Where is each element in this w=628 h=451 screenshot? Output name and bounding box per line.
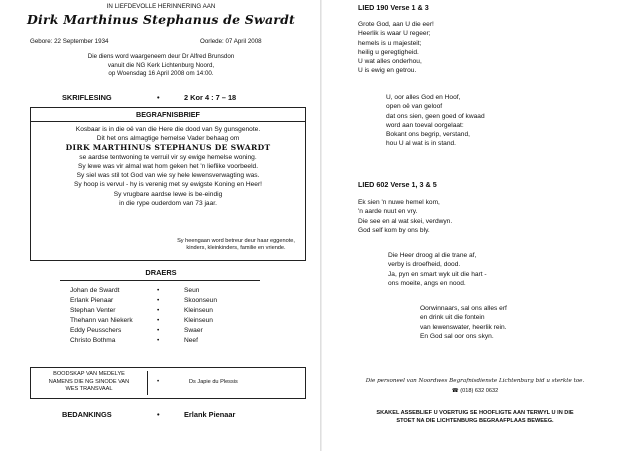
hymn-line: van lewenswater, heerlik rein. — [420, 323, 507, 331]
funeral-letter-body — [31, 125, 305, 208]
pallbearer-relation: Neef — [184, 337, 198, 344]
died-label: Oorlede: — [200, 38, 224, 45]
scripture-bullet: • — [157, 93, 160, 102]
procession-notice — [352, 410, 598, 425]
hymn-line: God self kom by ons bly. — [358, 226, 430, 234]
pallbearer-relation: Skoonseun — [184, 297, 217, 304]
service-line: vanuit die NG Kerk Lichtenburg Noord, — [107, 61, 215, 69]
died-info — [200, 38, 262, 45]
pallbearer-name: Erlank Pienaar — [70, 297, 114, 304]
notice-line: STOET NA DIE LICHTENBURG BEGRAAFPLAAS BEWEEG. — [396, 417, 554, 424]
letter-line: Sy siel was stil tot God van wie sy hele lewensverwagting was. — [76, 172, 260, 180]
pallbearer-bullet: • — [157, 327, 160, 334]
pallbearer-name: Christo Bothma — [70, 337, 116, 344]
pallbearer-name: Johan de Swardt — [70, 287, 120, 294]
pallbearer-relation: Kleinseun — [184, 307, 213, 314]
letter-line: Kosbaar is in die oë van die Here die dood van Sy gunsgenote. — [75, 126, 261, 133]
hymn-line: open oë van geloof — [386, 103, 443, 111]
pallbearer-bullet: • — [157, 297, 160, 304]
pallbearer-row — [0, 287, 322, 296]
pallbearer-row — [0, 307, 322, 316]
hymn2-verse3 — [420, 304, 507, 341]
hymn-line: Die see en al wat skei, verdwyn. — [358, 217, 453, 225]
thanks-speaker: Erlank Pienaar — [184, 410, 236, 419]
service-info — [0, 53, 322, 79]
hymn-line: Die Heer droog al die trane af, — [388, 252, 477, 259]
pallbearer-row — [0, 337, 322, 346]
pallbearer-row — [0, 317, 322, 326]
pallbearers-list — [0, 287, 322, 357]
sympathy-bullet: • — [157, 378, 160, 385]
hymn-line: 'n aarde nuut en vry. — [358, 208, 418, 216]
hymn2-verse1 — [358, 198, 452, 235]
letter-line: Sy lewe was vir almal wat hom geken het 'n lieflike voorbeeld. — [77, 163, 259, 171]
notice-line: SKAKEL ASSEBLIEF U VOERTUIG SE HOOFLIGTE AAN TERWYL U IN DIE — [376, 410, 574, 416]
pallbearer-bullet: • — [157, 337, 160, 344]
hymn-line: Ja, pyn en smart wyk uit die hart - — [388, 270, 487, 278]
pallbearer-name: Eddy Peusschers — [70, 327, 122, 334]
pallbearer-relation: Swaer — [184, 327, 203, 334]
sympathy-line: BOODSKAP VAN MEDELYE — [53, 371, 125, 377]
pallbearer-relation: Seun — [184, 287, 200, 294]
letter-line: Sy hoop is vervul - hy is verenig met sy ewigste Koning en Heer! — [73, 181, 262, 189]
sympathy-box — [30, 367, 306, 399]
letter-line: in die rype ouderdom van 73 jaar. — [119, 199, 217, 207]
pallbearers-divider — [60, 280, 260, 281]
pallbearer-relation: Kleinseun — [184, 317, 213, 324]
hymn-line: hemels is u majesteit; — [358, 39, 422, 47]
hymn2-verse2 — [388, 251, 487, 288]
pallbearer-name: Thehann van Niekerk — [70, 317, 133, 324]
hymn1-verse1 — [358, 20, 434, 76]
hymn-line: En God sal oor ons skyn. — [420, 332, 494, 340]
born-label: Gebore: — [30, 38, 53, 45]
scripture-reference: 2 Kor 4 : 7 – 18 — [184, 93, 237, 102]
undertaker-phone: ☎ (018) 632 0632 — [451, 388, 499, 394]
letter-line: Sy vrugbare aardse lewe is be-eindig — [113, 190, 223, 198]
hymn1-title: LIED 190 Verse 1 & 3 — [358, 3, 429, 12]
sympathy-speaker: Ds Japie du Plessis — [189, 379, 238, 385]
hymn-line: U is ewig en getrou. — [358, 67, 417, 75]
hymn-line: U wat alles onderhou, — [358, 58, 422, 66]
hymn1-verse2 — [386, 93, 485, 149]
hymn2-title: LIED 602 Verse 1, 3 & 5 — [358, 180, 437, 189]
pallbearer-row — [0, 297, 322, 306]
mourners-line: Sy heengaan word betreur deur haar eggenote, — [177, 238, 295, 244]
hymn-line: heilig u geregtigheid. — [358, 48, 419, 56]
sympathy-line: NAMENS DIE NG SINODE VAN — [48, 378, 130, 385]
hymn-line: verby is droefheid, dood. — [388, 261, 461, 269]
thanks-bullet: • — [157, 410, 160, 419]
hymn-line: word aan toeval oorgelaat: — [386, 121, 464, 129]
in-memory-heading: IN LIEFDEVOLLE HERINNERING AAN — [106, 3, 216, 10]
hymn-line: en drink uit die fontein — [420, 314, 485, 322]
funeral-letter-box — [30, 107, 306, 261]
right-page — [322, 0, 628, 451]
funeral-letter-title: BEGRAFNISBRIEF — [31, 108, 305, 122]
died-date: 07 April 2008 — [225, 38, 262, 45]
letter-deceased-name: DIRK MARTHINUS STEPHANUS DE SWARDT — [65, 143, 271, 153]
pallbearer-bullet: • — [157, 287, 160, 294]
service-line: Die diens word waargeneem deur Dr Alfred Brunsdon — [87, 53, 235, 60]
undertaker-note: Die personeel van Noordwes Begrafnisdienste Lichtenburg bid u sterkte toe. — [365, 378, 585, 384]
letter-line: Dit het ons almagtige hemelse Vader behaag om — [96, 135, 240, 143]
hymn-line: dat ons sien, geen goed of kwaad — [386, 112, 485, 120]
hymn-line: ons moeite, angs en nood. — [388, 279, 466, 287]
sympathy-line: WES TRANSVAAL — [65, 386, 113, 393]
thanks-label: BEDANKINGS — [62, 410, 112, 419]
letter-mourners — [171, 238, 301, 252]
pallbearer-bullet: • — [157, 307, 160, 314]
pallbearer-name: Stephan Venter — [70, 307, 116, 314]
hymn-line: Grote God, aan U die eer! — [358, 21, 434, 28]
mourners-line: kinders, kleinkinders, familie en vriende. — [186, 245, 286, 251]
sympathy-message — [31, 371, 148, 395]
scripture-label: SKRIFLESING — [62, 93, 112, 102]
letter-line: se aardse tentwoning te verruil vir sy ewige hemelse woning. — [79, 154, 257, 162]
hymn-line: Oorwinnaars, sal ons alles erf — [420, 305, 507, 312]
pallbearers-title: DRAERS — [145, 268, 177, 277]
hymn-line: U, oor alles God en Hoof, — [386, 94, 461, 101]
service-line: op Woensdag 16 April 2008 om 14:00. — [108, 70, 214, 78]
born-info — [30, 38, 108, 45]
hymn-line: Bokant ons begrip, verstand, — [386, 131, 470, 139]
hymn-line: hou U al wat is in stand. — [386, 140, 457, 148]
hymn-line: Heerlik is waar U regeer; — [358, 30, 431, 38]
deceased-name-title: Dirk Marthinus Stephanus de Swardt — [27, 12, 295, 27]
hymn-line: Ek sien 'n nuwe hemel kom, — [358, 199, 440, 206]
pallbearer-bullet: • — [157, 317, 160, 324]
born-date: 22 September 1934 — [54, 38, 109, 45]
pallbearer-row — [0, 327, 322, 336]
